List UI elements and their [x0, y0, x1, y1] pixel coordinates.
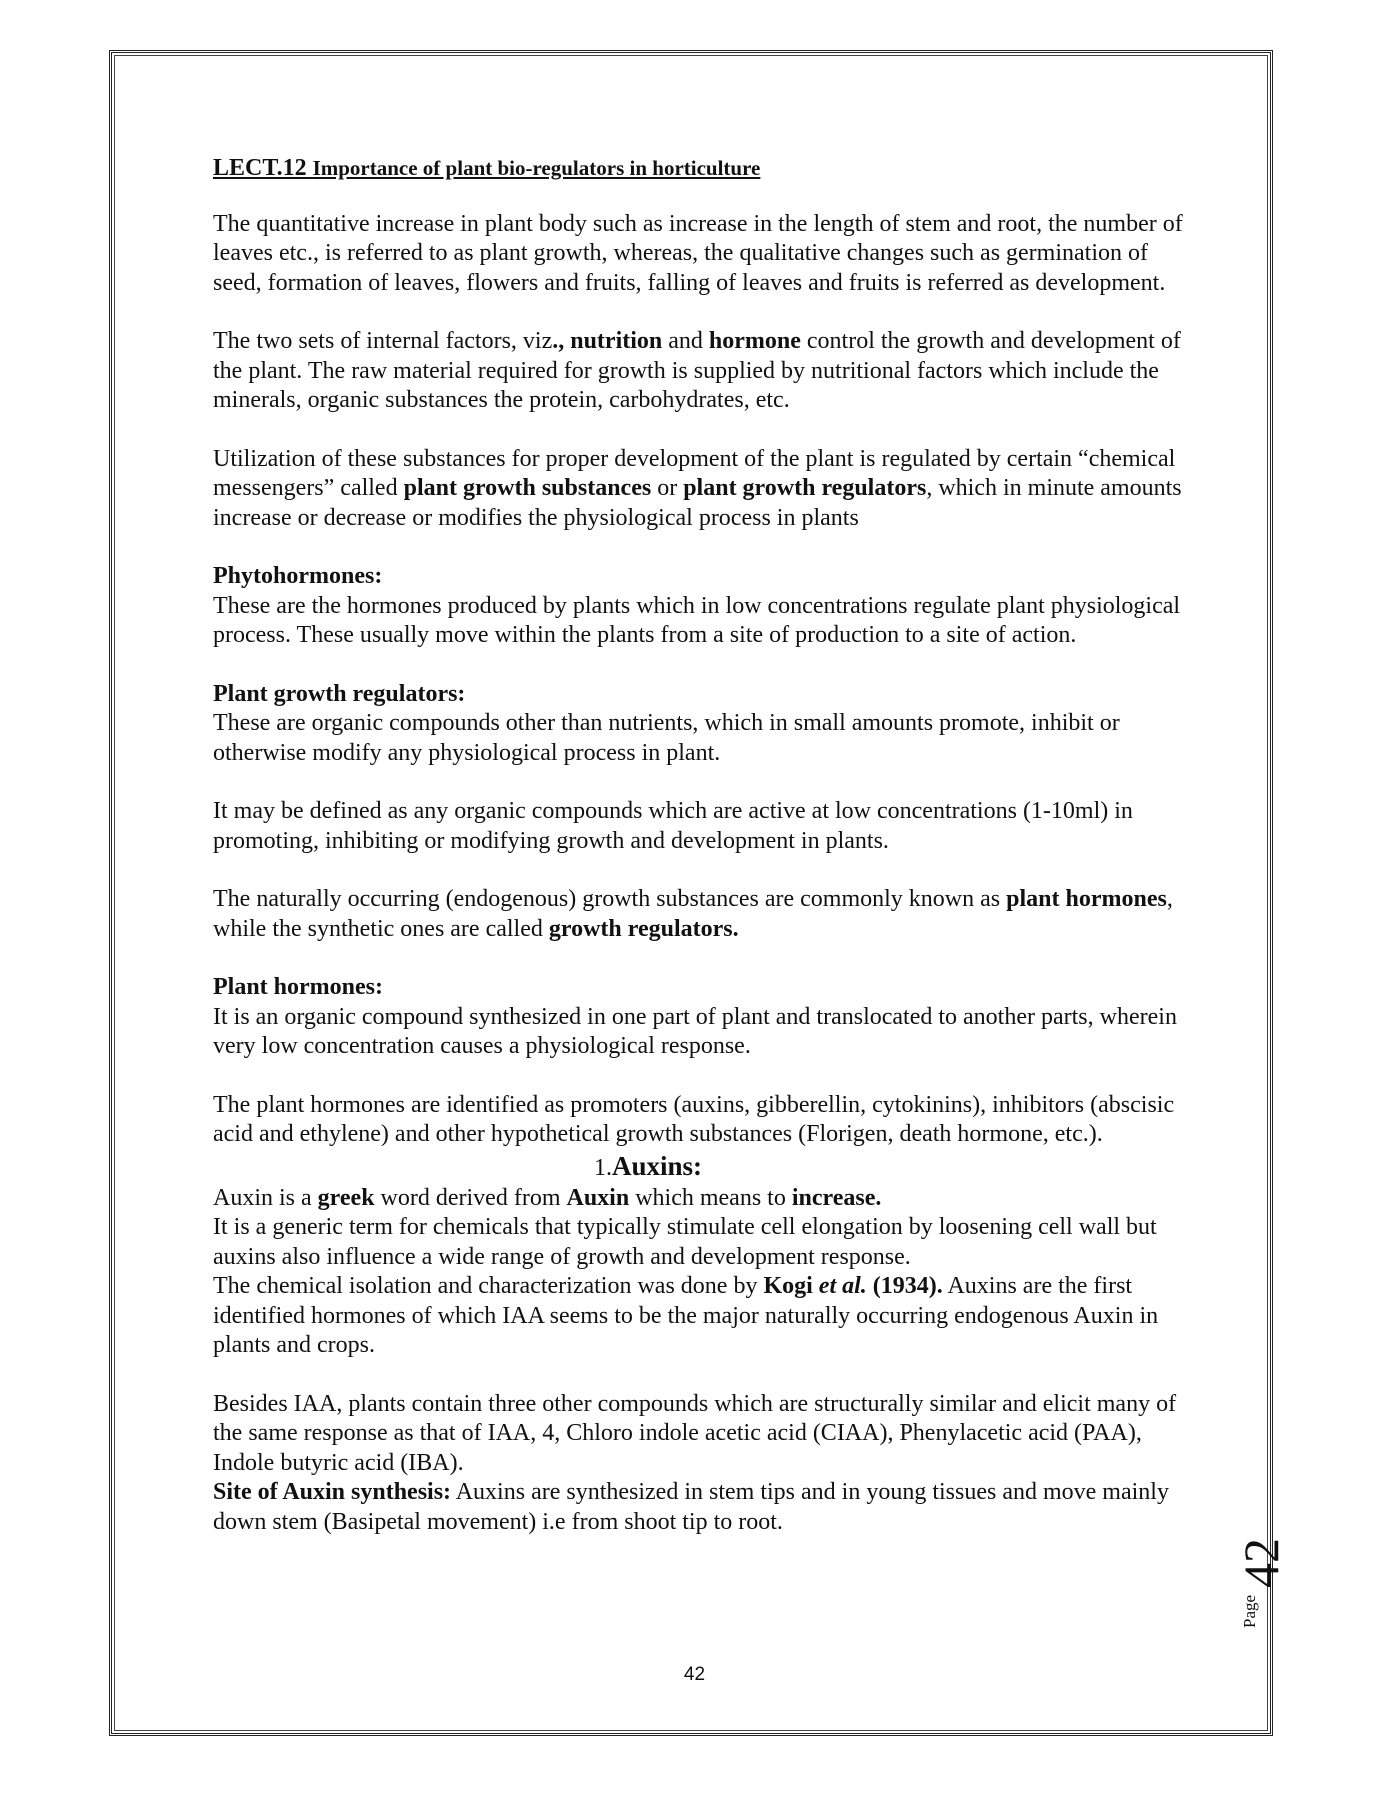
lecture-title	[213, 154, 1183, 184]
paragraph-hormone-types: The plant hormones are identified as promoters (auxins, gibberellin, cytokinins), inhibitors (abscisic acid and ethylene) and other hypothetical growth substances (Florigen, death hormone, etc.).	[213, 1091, 1175, 1147]
lecture-number: LECT.12	[213, 155, 307, 181]
paragraph-chemical-messengers: Utilization of these substances for proper development of the plant is regulated by certain “chemical messengers” called plant growth substances or plant growth regulators, which in minute amounts increase or decrease or modifies the physiological process in plants	[213, 445, 1182, 531]
paragraph-auxin-isolation: The chemical isolation and characterization was done by Kogi et al. (1934). Auxins are the first identified hormones of which IAA seems to be the major naturally occurring endogenous Auxin in plants and crops.	[213, 1273, 1159, 1358]
lecture-title-text: Importance of plant bio-regulators in horticulture	[312, 156, 761, 180]
page-number: 42	[683, 1664, 706, 1685]
document-body	[213, 154, 1183, 1537]
paragraph-auxin-origin: Auxin is a greek word derived from Auxin which means to increase.	[213, 1184, 882, 1211]
paragraph-phytohormones: These are the hormones produced by plants which in low concentrations regulate plant physiological process. These usually move within the plants from a site of production to a site of action.	[213, 592, 1181, 648]
side-page-number: 42	[1233, 1538, 1289, 1588]
paragraph-auxin-synthesis-site: Site of Auxin synthesis: Auxins are synthesized in stem tips and in young tissues and move mainly down stem (Basipetal movement) i.e from shoot tip to root.	[213, 1479, 1169, 1535]
paragraph-internal-factors: The two sets of internal factors, viz., nutrition and hormone control the growth and development of the plant. The raw material required for growth is supplied by nutritional factors which include the minerals, organic substances the protein, carbohydrates, etc.	[213, 328, 1181, 413]
heading-phytohormones: Phytohormones:	[213, 563, 383, 589]
paragraph-growth-definition: The quantitative increase in plant body such as increase in the length of stem and root, the number of leaves etc., is referred to as plant growth, whereas, the qualitative changes such as germination of seed, formation of leaves, flowers and fruits, falling of leaves and fruits is referred as development.	[213, 210, 1183, 296]
side-page-word: Page	[1240, 1594, 1259, 1628]
heading-plant-hormones: Plant hormones:	[213, 974, 383, 1000]
paragraph-definition: It may be defined as any organic compounds which are active at low concentrations (1-10ml) in promoting, inhibiting or modifying growth and development in plants.	[213, 798, 1133, 854]
paragraph-auxin-compounds: Besides IAA, plants contain three other compounds which are structurally similar and elicit many of the same response as that of IAA, 4, Chloro indole acetic acid (CIAA), Phenylacetic acid (PAA), Indole butyric acid (IBA).	[213, 1390, 1177, 1476]
paragraph-plant-growth-regulators: These are organic compounds other than nutrients, which in small amounts promote, inhibit or otherwise modify any physiological process in plant.	[213, 710, 1120, 766]
heading-plant-growth-regulators: Plant growth regulators:	[213, 680, 466, 707]
heading-auxins: 1.Auxins:	[593, 1150, 703, 1181]
paragraph-auxin-generic-term: It is a generic term for chemicals that typically stimulate cell elongation by loosening cell wall but auxins also influence a wide range of growth and development response.	[213, 1214, 1157, 1270]
paragraph-naturally-occurring: The naturally occurring (endogenous) growth substances are commonly known as plant hormones, while the synthetic ones are called growth regulators.	[213, 886, 1173, 942]
paragraph-plant-hormones: It is an organic compound synthesized in one part of plant and translocated to another parts, wherein very low concentration causes a physiological response.	[213, 1003, 1177, 1059]
